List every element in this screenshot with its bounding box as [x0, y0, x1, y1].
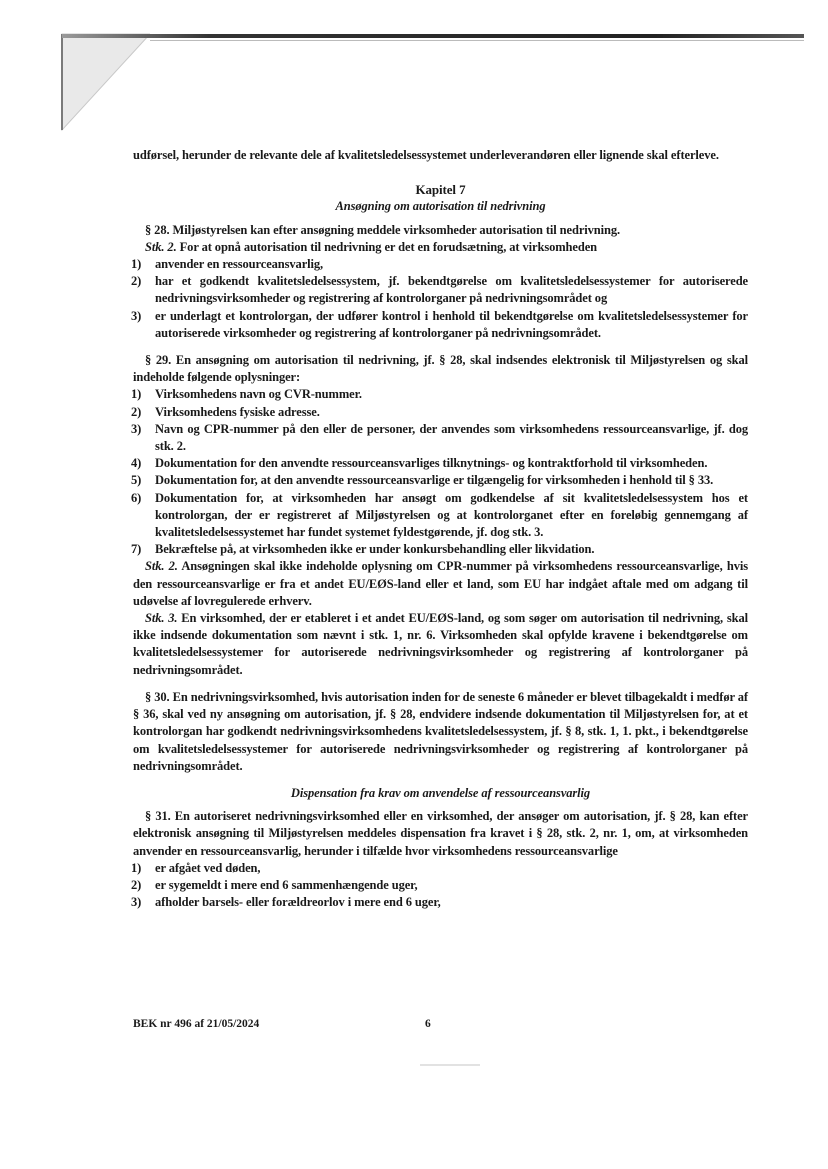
list-item: 2) har et godkendt kvalitetsledelsessystem, jf. bekendtgørelse om kvalitetsledelsessystemer for autoriserede nedrivningsvirksomheder og registrering af kontrolorganer på nedrivningsområdet og: [131, 274, 748, 306]
list-item: 1) anvender en ressourceansvarlig,: [131, 257, 324, 272]
section-29-stk2: Stk. 2. Ansøgningen skal ikke indeholde oplysning om CPR-nummer på virksomhedens ressourceansvarlige, hvis den ressourceansvarlige er fra et andet EU/EØS-land eller et land, som EU har indgået aftale med om adgang til udøvelse af lovregulerede erhverv.: [133, 559, 748, 608]
intro-paragraph: udførsel, herunder de relevante dele af kvalitetsledelsessystemet underleverandøren eller lignende skal efterleve.: [133, 148, 719, 162]
list-item: 1) Virksomhedens navn og CVR-nummer.: [131, 387, 362, 402]
dispensation-heading: Dispensation fra krav om anvendelse af ressourceansvarlig: [290, 785, 591, 800]
section-31: § 31. En autoriseret nedrivningsvirksomhed eller en virksomhed, der ansøger om autorisation, jf. § 28, kan efter elektronisk ansøgning til Miljøstyrelsen meddeles dispensation fra kravet i § 28, stk. 2, nr. 1, om, at virksomheden anvender en ressourceansvarlig, herunder i tilfælde hvor virksomhedens ressourceansvarlige: [133, 809, 748, 858]
scan-top-edge: [62, 34, 804, 38]
list-item: 3) er underlagt et kontrolorgan, der udfører kontrol i henhold til bekendtgørelse om kvalitetsledelsessystemer for autoriserede virksomheder og registrering af kontrolorganer på nedrivningsområdet.: [131, 308, 748, 340]
section-29-stk3: Stk. 3. En virksomhed, der er etableret i et andet EU/EØS-land, og som søger om autorisation til nedrivning, skal ikke indsende dokumentation som nævnt i stk. 1, nr. 6. Virksomheden skal opfylde kravene i bekendtgørelse om kvalitetsledelsessystemer for autoriserede nedrivningsvirksomheder og registrering af kontrolorganer på nedrivningsområdet.: [133, 611, 748, 677]
list-item: 3) Navn og CPR-nummer på den eller de personer, der anvendes som virksomhedens ressourceansvarlige, jf. dog stk. 2.: [131, 421, 748, 454]
scan-speck: [420, 1064, 480, 1066]
list-item: 2) er sygemeldt i mere end 6 sammenhængende uger,: [131, 877, 418, 892]
page-number: 6: [425, 1018, 431, 1030]
section-mark: § 29.: [145, 353, 172, 368]
section-30: § 30. En nedrivningsvirksomhed, hvis autorisation inden for de seneste 6 måneder er blevet tilbagekaldt i medfør af § 36, skal ved ny ansøgning om autorisation, jf. § 28, endvidere indsende dokumentation til Miljøstyrelsen for, at et kontrolorgan har godkendt nedrivningsvirksomhedens kvalitetsledelsessystem, jf. § 8, stk. 1, 1. pkt., i bekendtgørelse om kvalitetsledelsessystemer for autoriserede nedrivningsvirksomheder og registrering af kontrolorganer på nedrivningsområdet.: [133, 689, 748, 773]
stk-label: Stk. 2.: [145, 239, 177, 254]
section-28: § 28. Miljøstyrelsen kan efter ansøgning meddele virksomheder autorisation til nedrivning.: [145, 222, 621, 237]
section-mark: § 31.: [145, 809, 171, 824]
list-item: 7) Bekræftelse på, at virksomheden ikke er under konkursbehandling eller likvidation.: [131, 542, 595, 557]
list-item: 5) Dokumentation for, at den anvendte ressourceansvarlige er tilgængelig for virksomheden i henhold til § 33.: [131, 473, 714, 488]
chapter-subtitle: Ansøgning om autorisation til nedrivning: [335, 199, 546, 214]
scan-fold-corner: [0, 0, 150, 140]
list-item: 6) Dokumentation for, at virksomheden har ansøgt om godkendelse af sit kvalitetsledelsessystem hos et kontrolorgan, der er registreret af Miljøstyrelsen og at kontrolorganet efter en foreløbig gennemgang af kvalitetsledelsessystemet har fundet systemet fyldestgørende, jf. dog stk. 3.: [131, 490, 748, 540]
chapter-title: Kapitel 7: [415, 182, 466, 198]
section-mark: § 28.: [145, 222, 170, 237]
section-29: § 29. En ansøgning om autorisation til nedrivning, jf. § 28, skal indsendes elektronisk til Miljøstyrelsen og skal indeholde følgende oplysninger:: [133, 353, 748, 385]
scan-top-edge-shadow: [150, 40, 804, 41]
section-mark: § 30.: [145, 689, 170, 704]
stk-label: Stk. 2.: [145, 559, 178, 574]
document-reference: BEK nr 496 af 21/05/2024: [133, 1018, 260, 1030]
stk-label: Stk. 3.: [145, 611, 178, 626]
list-item: 2) Virksomhedens fysiske adresse.: [131, 404, 320, 419]
list-item: 4) Dokumentation for den anvendte ressourceansvarliges tilknytnings- og kontraktforhold til virksomheden.: [131, 456, 708, 471]
list-item: 3) afholder barsels- eller forældreorlov i mere end 6 uger,: [131, 895, 441, 910]
document-body: [133, 147, 748, 911]
section-28-stk2: Stk. 2. For at opnå autorisation til nedrivning er det en forudsætning, at virksomheden: [145, 239, 597, 254]
list-item: 1) er afgået ved døden,: [131, 860, 261, 875]
